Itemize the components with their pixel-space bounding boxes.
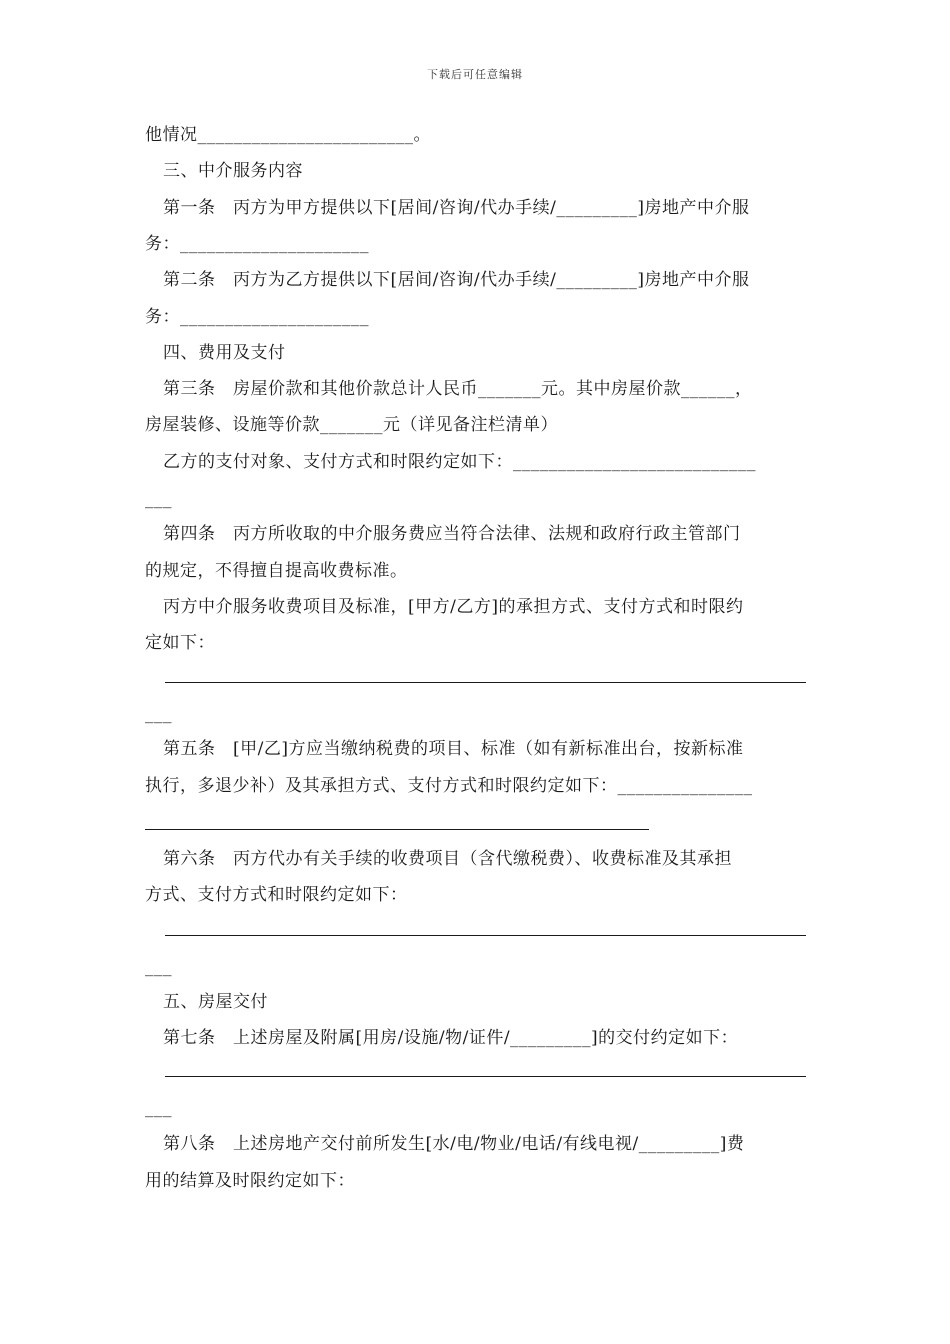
text-line: 乙方的支付对象、支付方式和时限约定如下：___________________________ bbox=[163, 452, 756, 472]
page-header: 下载后可任意编辑 bbox=[427, 68, 523, 81]
article-1: 第一条 丙方为甲方提供以下[居间/咨询/代办手续/_________]房地产中介服 bbox=[163, 198, 750, 218]
blank-fill-line bbox=[165, 935, 806, 936]
text-line: 定如下： bbox=[145, 633, 215, 653]
blank-fill-line bbox=[165, 682, 806, 683]
text-line: 他情况________________________。 bbox=[145, 125, 431, 145]
text-line: 的规定，不得擅自提高收费标准。 bbox=[145, 561, 408, 581]
text-line: 丙方中介服务收费项目及标准，[甲方/乙方]的承担方式、支付方式和时限约 bbox=[163, 597, 744, 617]
article-4: 第四条 丙方所收取的中介服务费应当符合法律、法规和政府行政主管部门 bbox=[163, 524, 741, 544]
blank-line-end: ___ bbox=[145, 489, 172, 509]
text-line: 务：_____________________ bbox=[145, 307, 369, 327]
text-line: 用的结算及时限约定如下： bbox=[145, 1171, 355, 1191]
text-line: 房屋装修、设施等价款_______元（详见备注栏清单） bbox=[145, 415, 558, 435]
article-6: 第六条 丙方代办有关手续的收费项目（含代缴税费）、收费标准及其承担 bbox=[163, 849, 732, 869]
article-7: 第七条 上述房屋及附属[用房/设施/物/证件/_________]的交付约定如下： bbox=[163, 1028, 739, 1048]
article-5: 第五条 [甲/乙]方应当缴纳税费的项目、标准（如有新标准出台，按新标准 bbox=[163, 739, 744, 759]
section-heading-3: 三、中介服务内容 bbox=[163, 161, 303, 181]
text-line: 执行，多退少补）及其承担方式、支付方式和时限约定如下：_______________ bbox=[145, 776, 753, 796]
blank-line-end: ___ bbox=[145, 1098, 172, 1118]
section-heading-5: 五、房屋交付 bbox=[163, 992, 268, 1012]
article-8: 第八条 上述房地产交付前所发生[水/电/物业/电话/有线电视/_________]费 bbox=[163, 1134, 745, 1154]
section-heading-4: 四、费用及支付 bbox=[163, 343, 286, 363]
text-line: 务：_____________________ bbox=[145, 234, 369, 254]
article-3: 第三条 房屋价款和其他价款总计人民币_______元。其中房屋价款______， bbox=[163, 379, 753, 399]
text-line: 方式、支付方式和时限约定如下： bbox=[145, 885, 408, 905]
blank-fill-line bbox=[165, 1076, 806, 1077]
blank-fill-line bbox=[145, 829, 649, 830]
blank-line-end: ___ bbox=[145, 704, 172, 724]
article-2: 第二条 丙方为乙方提供以下[居间/咨询/代办手续/_________]房地产中介服 bbox=[163, 270, 750, 290]
blank-line-end: ___ bbox=[145, 957, 172, 977]
